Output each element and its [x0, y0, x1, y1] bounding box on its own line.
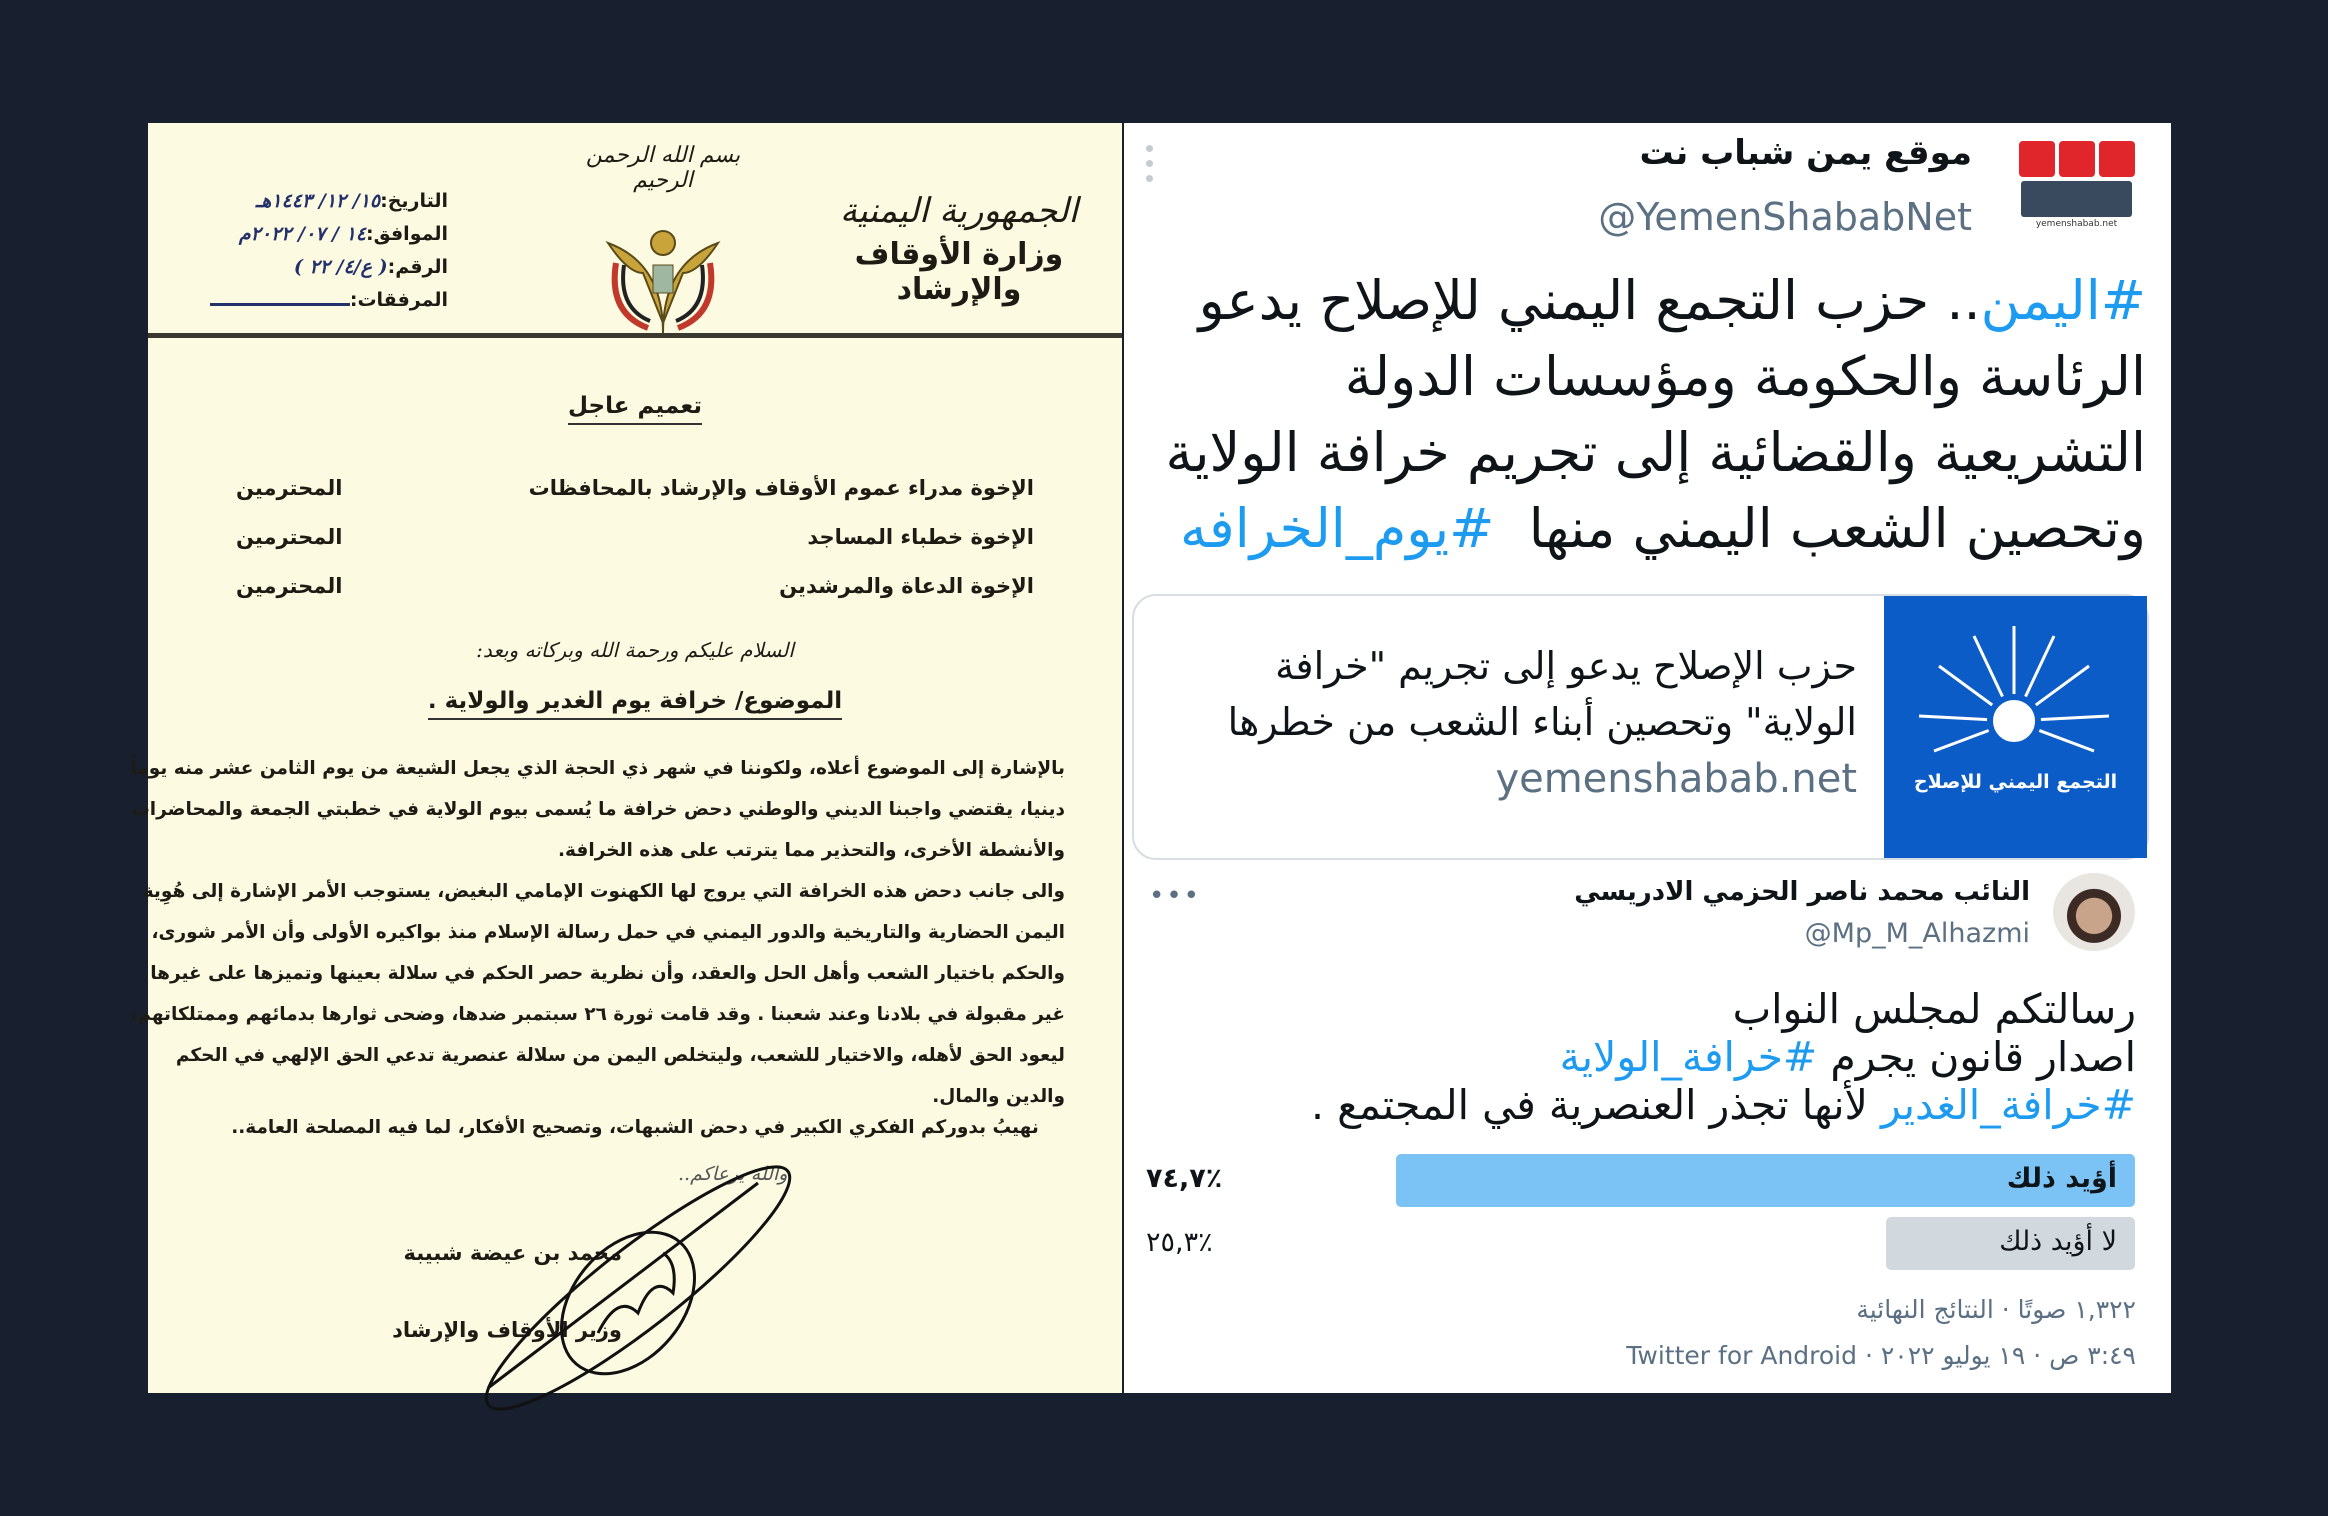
tweet-screenshot: [1124, 123, 2171, 1393]
author-handle[interactable]: @YemenShababNet: [1598, 195, 1972, 239]
author-name[interactable]: موقع يمن شباب نت: [1639, 133, 1972, 173]
body-line: بالإشارة إلى الموضوع أعلاه، ولكوننا في شهر ذي الحجة الذي يجعل الشيعة من يوم الثامن عشر منه يوماً: [130, 758, 1065, 779]
poll-option-bar: [1396, 1154, 2135, 1207]
recipient: الإخوة الدعاة والمرشدين: [779, 574, 1034, 598]
more-options-icon[interactable]: •••: [1149, 881, 1202, 911]
gregorian-date: ١٤ / ٠٧/ ٢٠٢٢م: [238, 223, 367, 245]
letter-subject: الموضوع/ خرافة يوم الغدير والولاية .: [428, 688, 842, 720]
poll-option-bar: [1886, 1217, 2135, 1270]
poll-option-percent: ٢٥,٣٪: [1146, 1227, 1213, 1258]
basmala: بسم الله الرحمن الرحيم: [585, 143, 741, 193]
header-divider: [148, 333, 1122, 338]
logo-text: yemenshabab.net: [2035, 219, 2118, 229]
body-line: والحكم باختيار الشعب وأهل الحل والعقد، وأن نظرية حصر الحكم في سلالة بعينها وتميزها على غيرها: [150, 963, 1065, 984]
sun-rays-icon: [1914, 621, 2114, 771]
country-name: الجمهورية اليمنية: [839, 191, 1079, 231]
body-line: والدين والمال.: [932, 1086, 1065, 1107]
body-line: دينيا، يقتضي واجبنا الديني والوطني دحض خرافة ما يُسمى بيوم الولاية في خطبتي الجمعة والمحاضرات: [131, 799, 1065, 820]
signatory-title: وزير الأوقاف والإرشاد: [392, 1318, 622, 1342]
tweet-text: رسالتكم لمجلس النواب اصدار قانون يجرم #خرافة_الولاية #خرافة_الغدير لأنها تجذر العنصرية في المجتمع .: [1311, 985, 2136, 1129]
poll-option-label: لا أؤيد ذلك: [1999, 1226, 2117, 1257]
avatar[interactable]: [2053, 873, 2135, 951]
ministry-name: وزارة الأوقاف والإرشاد: [854, 237, 1064, 307]
letterhead-ministry: [824, 191, 1094, 307]
letter-title: تعميم عاجل: [568, 393, 702, 425]
tweet-text: #اليمن.. حزب التجمع اليمني للإصلاح يدعو الرئاسة والحكومة ومؤسسات الدولة التشريعية والقضائية إلى تجريم خرافة الولاية وتحصين الشعب اليمني منها #يوم_الخرافه: [1165, 269, 2146, 560]
regards: والله يرعاكم..: [678, 1163, 788, 1185]
body-line: ليعود الحق لأهله، والاختيار للشعب، وليتخلص اليمن من سلالة عنصرية تدعي الحق الإلهي في الحكم: [175, 1045, 1065, 1066]
poll-option-percent: ٧٤,٧٪: [1146, 1163, 1223, 1194]
honorific: المحترمين: [236, 525, 343, 549]
yemen-shabab-logo[interactable]: [2015, 141, 2138, 238]
official-letter: [130, 123, 1122, 1393]
poll-summary: ١,٣٢٢ صوتًا · النتائج النهائية: [1856, 1295, 2136, 1324]
author-name[interactable]: النائب محمد ناصر الحزمي الادريسي: [1574, 877, 2030, 907]
yemen-emblem-icon: [588, 203, 738, 338]
card-domain: yemenshabab.net: [1495, 756, 1857, 802]
hashtag[interactable]: #يوم_الخرافه: [1179, 497, 1495, 560]
card-image-caption: التجمع اليمني للإصلاح: [1913, 771, 2118, 793]
honorific: المحترمين: [236, 476, 343, 500]
greeting: السلام عليكم ورحمة الله وبركاته وبعد:: [476, 638, 794, 662]
body-line: والأنشطة الأخرى، والتحذير مما يترتب على هذه الخرافة.: [558, 840, 1065, 861]
recipient: الإخوة مدراء عموم الأوقاف والإرشاد بالمحافظات: [528, 476, 1034, 500]
body-line: والى جانب دحض هذه الخرافة التي يروج لها الكهنوت الإمامي البغيض، يستوجب الأمر الإشارة إلى هُوِية: [142, 881, 1065, 902]
signature-icon: [428, 1183, 848, 1393]
reference-number: ( ع/٤/ ٢٢ ): [293, 256, 388, 278]
hashtag[interactable]: #اليمن: [1980, 269, 2146, 332]
recipient: الإخوة خطباء المساجد: [807, 525, 1034, 549]
more-options-icon[interactable]: [1146, 145, 1154, 182]
signatory-name: محمد بن عيضة شبيبة: [403, 1241, 622, 1265]
body-line: اليمن الحضارية والتاريخية والدور اليمني في حمل رسالة الإسلام منذ بواكيره الأولى وأن الأمر شورى،: [151, 922, 1065, 943]
closing-line: نهيبُ بدوركم الفكري الكبير في دحض الشبهات، وتصحيح الأفكار، لما فيه المصلحة العامة..: [231, 1117, 1039, 1138]
tweet-timestamp[interactable]: ٣:٤٩ ص · ١٩ يوليو ٢٠٢٢ · Twitter for Android: [1626, 1341, 2136, 1370]
card-title: حزب الإصلاح يدعو إلى تجريم "خرافة الولاية" وتحصين أبناء الشعب من خطرها: [1227, 644, 1857, 744]
hashtag[interactable]: #خرافة_الغدير: [1880, 1081, 2136, 1129]
letter-body: [130, 748, 1065, 1117]
hashtag[interactable]: #خرافة_الولاية: [1559, 1033, 1818, 1081]
author-handle[interactable]: @Mp_M_Alhazmi: [1804, 918, 2030, 949]
body-line: غير مقبولة في بلادنا وعند شعبنا . وقد قامت ثورة ٢٦ سبتمبر ضدها، وضحى ثوارها بدمائهم وممتلكاتهم،: [130, 1004, 1065, 1025]
letter-reference-block: التاريخ:١٥/ ١٢/ ١٤٤٣هـ الموافق:١٤ / ٠٧/ ٢٠٢٢م الرقم:( ع/٤/ ٢٢ ) المرفقات:: [198, 185, 448, 317]
honorific: المحترمين: [236, 574, 343, 598]
poll-option-label: أؤيد ذلك: [2006, 1163, 2117, 1194]
card-image: [1884, 596, 2147, 858]
link-card[interactable]: [1132, 594, 2149, 860]
hijri-date: ١٥/ ١٢/ ١٤٤٣هـ: [255, 190, 381, 212]
